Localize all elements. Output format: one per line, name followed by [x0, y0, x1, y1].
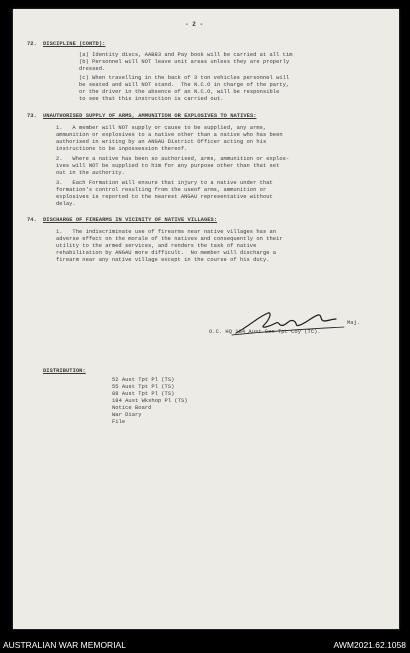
text-line: adverse effect on the morale of the natives and consequently on their	[56, 236, 283, 242]
text-line: ives will NOT be supplied to him for any purpose other than that set	[56, 163, 280, 169]
text-line: explosives is reported to the nearest ANGAU representative without	[56, 194, 273, 200]
section-number: 73.	[27, 113, 37, 119]
distribution-item: 184 Aust Wkshop Pl (TS)	[112, 398, 188, 404]
signature-rank: Maj.	[347, 320, 361, 326]
section-number: 74.	[27, 217, 37, 223]
distribution-item: War Diary	[112, 412, 142, 418]
distribution-item: Notice Board	[112, 405, 152, 411]
text-line: utility to the armed services, and renders the task of native	[56, 243, 257, 249]
distribution-item: File	[112, 419, 126, 425]
text-line: instructions to be inpossession thereof.	[56, 146, 188, 152]
footer-accession-number: AWM2021.62.1058	[333, 640, 406, 650]
text-line: delay.	[56, 201, 76, 207]
document-page	[13, 9, 399, 629]
page-number: - 2 -	[185, 21, 204, 28]
section-heading: DISCIPLINE (CONTD):	[43, 41, 106, 47]
text-line: or the driver in the absence of an N.C.O, will be responsible	[79, 89, 280, 95]
footer-institution: AUSTRALIAN WAR MEMORIAL	[3, 640, 126, 650]
text-line: 1. The indiscriminate use of firearms near native villages has an	[56, 229, 277, 235]
text-line: (a) Identity discs, AAB83 and Pay book will be carried at all tim	[79, 52, 293, 58]
distribution-label: DISTRIBUTION:	[43, 368, 86, 374]
text-line: ammunition or explosives to a native other than a native who has been	[56, 132, 283, 138]
text-line: 3. Each Formation will ensure that injury to a native under that	[56, 180, 273, 186]
text-line: be seated and will NOT stand. The N.C.O in charge of the party,	[79, 82, 290, 88]
distribution-item: 52 Aust Tpt Pl (TS)	[112, 377, 175, 383]
text-line: 1. A member will NOT supply or cause to be supplied, any arms,	[56, 125, 267, 131]
text-line: to see that this instruction is carried out.	[79, 96, 224, 102]
text-line: (c) When travelling in the back of 3 ton vehicles personnel will	[79, 75, 290, 81]
section-number: 72.	[27, 41, 37, 47]
text-line: formation's control resulting from the useof arms, ammunition or	[56, 187, 267, 193]
distribution-item: 88 Aust Tpt Pl (TS)	[112, 391, 175, 397]
text-line: (b) Personnel will NOT leave unit areas unless they are properly	[79, 59, 290, 65]
section-heading: UNAUTHORISED SUPPLY OF ARMS, AMMUNITION OR EXPLOSIVES TO NATIVES:	[43, 113, 257, 119]
text-line: 2. Where a native has been so authorised, arms, ammunition or explos-	[56, 156, 290, 162]
text-line: rehabilitation by ANGAU more difficult. No member will discharge a	[56, 250, 277, 256]
distribution-item: 55 Aust Tpt Pl (TS)	[112, 384, 175, 390]
text-line: firearm near any native village except in the course of his duty.	[56, 257, 270, 263]
section-heading: DISCHARGE OF FIREARMS IN VICINITY OF NATIVE VILLAGES:	[43, 217, 218, 223]
signature-title: O.C. HQ 184 Aust Gen Tpt Coy (TC).	[209, 329, 321, 335]
text-line: authorised in writing by an ANGAU District Officer acting on his	[56, 139, 267, 145]
text-line: out in the authority.	[56, 170, 125, 176]
footer-bar	[0, 633, 410, 653]
text-line: dressed.	[79, 66, 106, 72]
